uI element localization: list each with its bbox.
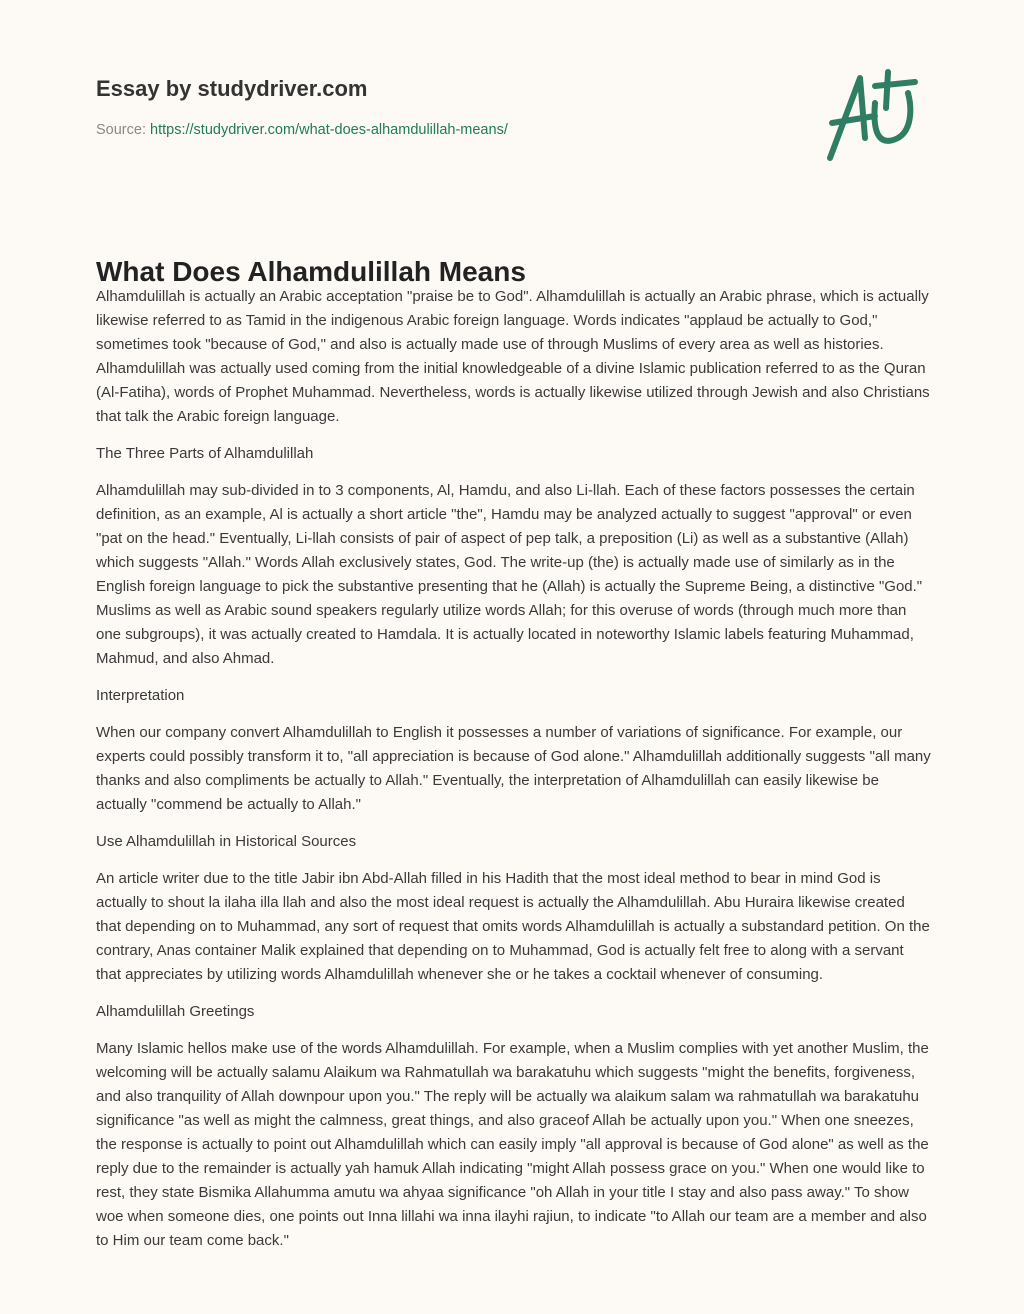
paragraph: Alhamdulillah is actually an Arabic acceptation "praise be to God". Alhamdulillah is actually an Arabic phrase, which is actually likewise referred to as Tamid in the indigenous Arabic foreign language. Words indicates "applaud be actually to God," sometimes took "because of God," and also is actually made use of through Muslims of every area as well as histories. Alhamdulillah was actually used coming from the initial knowledgeable of a divine Islamic publication referred to as the Quran (Al-Fatiha), words of Prophet Muhammad. Nevertheless, words is actually likewise utilized through Jewish and also Christians that talk the Arabic foreign language. (96, 288, 930, 425)
article-body (96, 285, 932, 1266)
section-heading: Alhamdulillah Greetings (96, 1003, 255, 1020)
section-heading: Interpretation (96, 687, 185, 704)
paragraph: An article writer due to the title Jabir ibn Abd-Allah filled in his Hadith that the most ideal method to bear in mind God is actually to shout la ilaha illa llah and also the most ideal request is actually the Alhamdulillah. Abu Huraira likewise created that depending on to Muhammad, any sort of request that omits words Alhamdulillah is actually a substandard petition. On the contrary, Anas container Malik explained that depending on to Muhammad, God is actually felt free to along with a servant that appreciates by utilizing words Alhamdulillah whenever she or he takes a cocktail whenever of consuming. (96, 870, 930, 983)
paragraph: Many Islamic hellos make use of the words Alhamdulillah. For example, when a Muslim complies with yet another Muslim, the welcoming will be actually salamu Alaikum wa Rahmatullah wa barakatuhu which suggests "might the benefits, forgiveness, and also tranquility of Allah downpour upon you." The reply will be actually wa alaikum salam wa rahmatullah wa barakatuhu significance "as well as might the calmness, great things, and also graceof Allah be actually upon you." When one sneezes, the response is actually to point out Alhamdulillah which can easily imply "all approval is because of God alone" as well as the reply due to the remainder is actually yah hamuk Allah indicating "might Allah possess grace on you." When one would like to rest, they state Bismika Allahumma amutu wa ahyaa significance "oh Allah in your title I stay and also pass away." To show woe when someone dies, one points out Inna lillahi wa inna ilayhi rajiun, to indicate "to Allah our team are a member and also to Him our team come back." (96, 1040, 929, 1249)
source-line (96, 122, 508, 138)
paragraph: When our company convert Alhamdulillah to English it possesses a number of variations of significance. For example, our experts could possibly transform it to, "all appreciation is because of God alone." Alhamdulillah additionally suggests "all many thanks and also compliments be actually to Allah." Eventually, the interpretation of Alhamdulillah can easily likewise be actually "commend be actually to Allah." (96, 724, 931, 813)
article-title: What Does Alhamdulillah Means (96, 256, 526, 287)
brand-heading: Essay by studydriver.com (96, 76, 368, 101)
paragraph: Alhamdulillah may sub-divided in to 3 components, Al, Hamdu, and also Li-llah. Each of these factors possesses the certain definition, as an example, Al is actually a short article "the", Hamdu may be analyzed actually to suggest "approval" or even "pat on the head." Eventually, Li-llah consists of pair of aspect of pep talk, a preposition (Li) as well as a substantive (Allah) which suggests "Allah." Words Allah exclusively states, God. The write-up (the) is actually made use of similarly as in the English foreign language to pick the substantive presenting that he (Allah) is actually the Supreme Being, a distinctive "God." Muslims as well as Arabic sound speakers regularly utilize words Allah; for this overuse of words (through much more than one subgroups), it was actually created to Hamdala. It is actually located in noteworthy Islamic labels featuring Muhammad, Mahmud, and also Ahmad. (96, 482, 923, 667)
section-heading: The Three Parts of Alhamdulillah (96, 445, 314, 462)
source-link[interactable]: https://studydriver.com/what-does-alhamdulillah-means/ (150, 122, 508, 138)
section-heading: Use Alhamdulillah in Historical Sources (96, 833, 357, 850)
source-label: Source: (96, 122, 146, 138)
a-plus-logo-icon (820, 68, 930, 168)
